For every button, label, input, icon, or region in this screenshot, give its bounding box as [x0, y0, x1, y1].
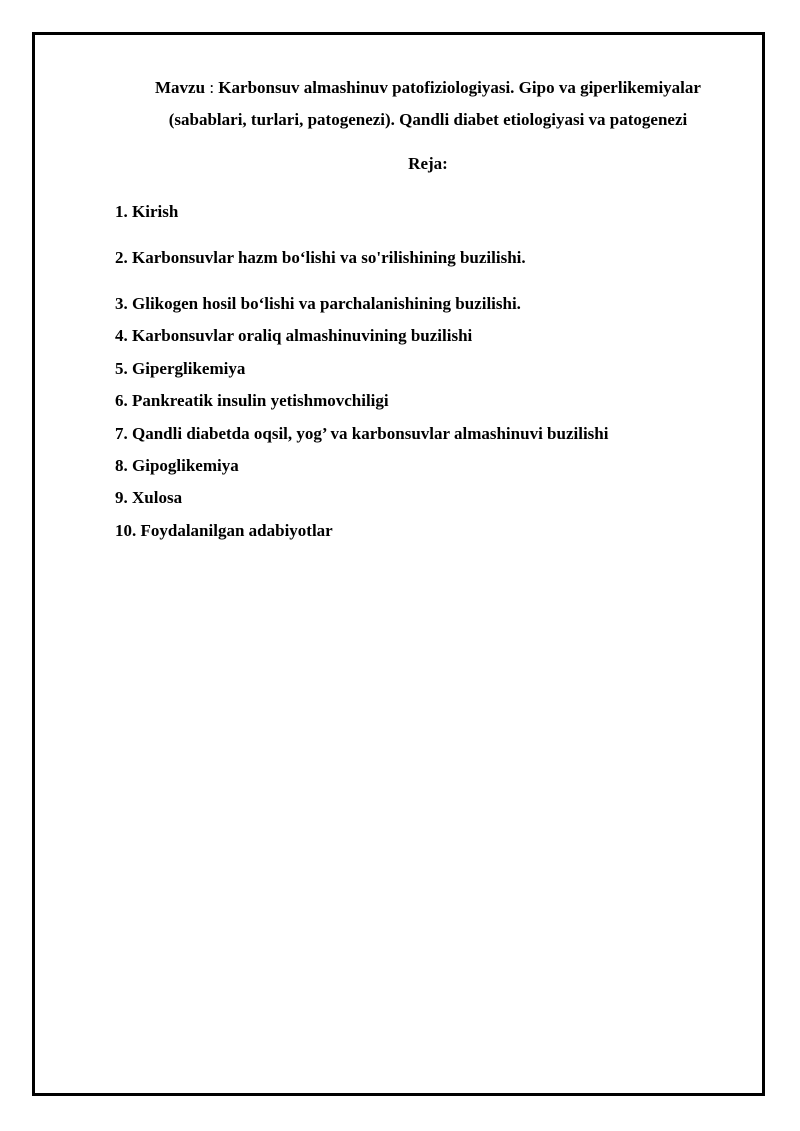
plan-item-6: 6. Pankreatik insulin yetishmovchiligi	[115, 391, 389, 410]
plan-item-7: 7. Qandli diabetda oqsil, yog’ va karbonsuvlar almashinuvi buzilishi	[115, 424, 609, 443]
plan-item-9: 9. Xulosa	[115, 488, 183, 507]
topic-label: Mavzu	[155, 78, 206, 97]
plan-item-3: 3. Glikogen hosil bo‘lishi va parchalanishining buzilishi.	[115, 294, 521, 313]
title-line-1	[100, 72, 756, 104]
plan-item-4: 4. Karbonsuvlar oraliq almashinuvining buzilishi	[115, 326, 473, 345]
plan-item-1: 1. Kirish	[115, 202, 179, 221]
plan-item-10: 10. Foydalanilgan adabiyotlar	[115, 521, 333, 540]
plan-item-2: 2. Karbonsuvlar hazm bo‘lishi va so'rilishining buzilishi.	[115, 248, 526, 267]
topic-text-line-1: Karbonsuv almashinuv patofiziologiyasi. Gipo va giperlikemiyalar	[218, 78, 701, 97]
topic-separator: :	[209, 78, 215, 97]
page-border	[32, 32, 765, 1096]
plan-item-8: 8. Gipoglikemiya	[115, 456, 239, 475]
topic-text-line-2: (sabablari, turlari, patogenezi). Qandli diabet etiologiyasi va patogenezi	[168, 110, 688, 129]
document-title	[100, 72, 756, 136]
plan-item-5: 5. Giperglikemiya	[115, 359, 246, 378]
plan-heading: Reja:	[408, 154, 448, 173]
